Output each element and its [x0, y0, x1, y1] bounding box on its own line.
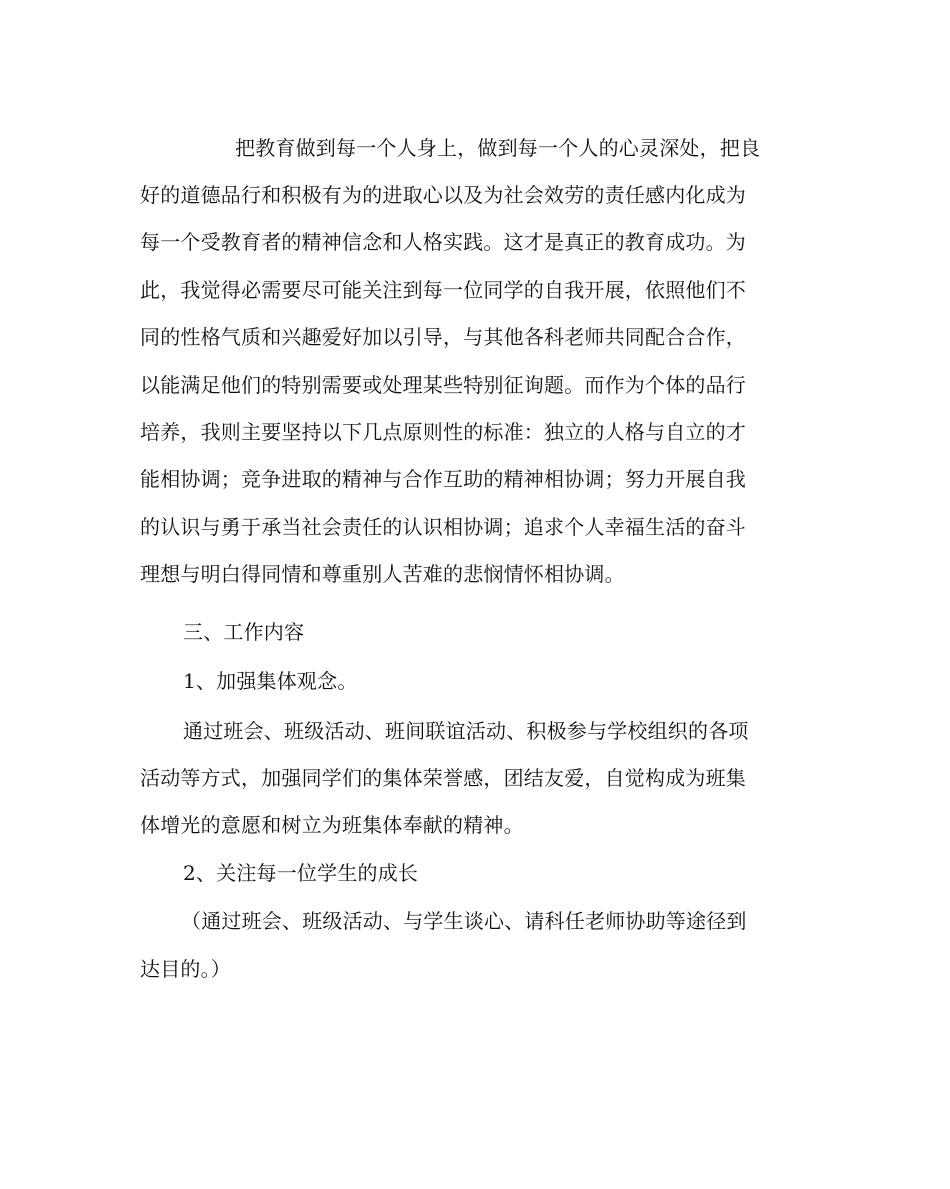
- item-1-heading: 1、加强集体观念。: [183, 669, 358, 693]
- paragraph-1-line-9: 的认识与勇于承当社会责任的认识相协调；追求个人幸福生活的奋斗: [140, 515, 746, 539]
- paragraph-1-line-8: 能相协调；竞争进取的精神与合作互助的精神相协调；努力开展自我: [140, 467, 746, 491]
- paragraph-1-line-2: 好的道德品行和积极有为的进取心以及为社会效劳的责任感内化成为: [140, 183, 746, 207]
- item-1-body-line-2: 活动等方式，加强同学们的集体荣誉感，团结友爱，自觉构成为班集: [140, 766, 746, 790]
- paragraph-1-line-5: 同的性格气质和兴趣爱好加以引导，与其他各科老师共同配合合作，: [140, 325, 746, 349]
- paragraph-1-line-7: 培养，我则主要坚持以下几点原则性的标准：独立的人格与自立的才: [140, 420, 746, 444]
- item-1-body-line-3: 体增光的意愿和树立为班集体奉献的精神。: [140, 813, 524, 837]
- item-1-body-line-1: 通过班会、班级活动、班间联谊活动、积极参与学校组织的各项: [183, 719, 749, 743]
- section-heading: 三、工作内容: [183, 620, 305, 644]
- paragraph-1-line-1: 把教育做到每一个人身上，做到每一个人的心灵深处，把良: [235, 136, 761, 160]
- paragraph-1-line-10: 理想与明白得同情和尊重别人苦难的悲悯情怀相协调。: [140, 562, 625, 586]
- paragraph-1-line-6: 以能满足他们的特别需要或处理某些特别征询题。而作为个体的品行: [140, 373, 746, 397]
- paragraph-1-line-4: 此，我觉得必需要尽可能关注到每一位同学的自我开展，依照他们不: [140, 278, 746, 302]
- item-2-body-line-2: 达目的。）: [140, 957, 231, 981]
- paragraph-1-line-3: 每一个受教育者的精神信念和人格实践。这才是真正的教育成功。为: [140, 230, 746, 254]
- item-2-body-line-1: （通过班会、班级活动、与学生谈心、请科任老师协助等途径到: [181, 909, 747, 933]
- item-2-heading: 2、关注每一位学生的成长: [183, 861, 419, 885]
